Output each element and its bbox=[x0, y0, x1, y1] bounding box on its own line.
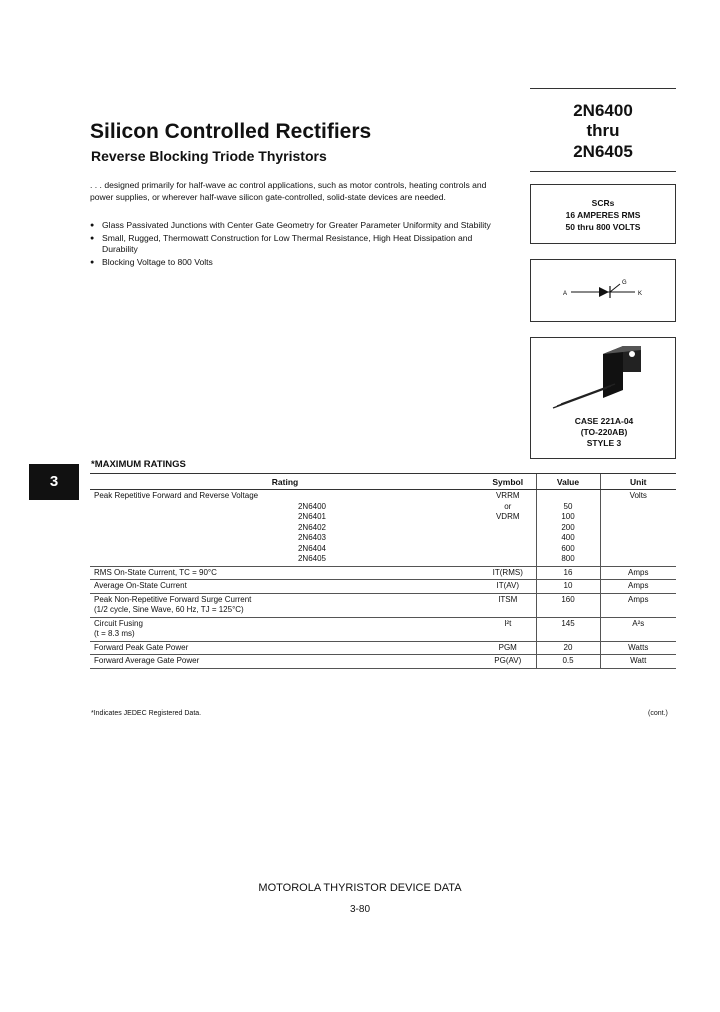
device-2n6405: 2N6405 bbox=[297, 554, 326, 563]
value-cell: 160 bbox=[536, 593, 600, 617]
header-rule-bottom bbox=[530, 171, 676, 172]
to220-package-icon bbox=[531, 338, 675, 414]
jedec-footnote: *Indicates JEDEC Registered Data. bbox=[91, 710, 202, 717]
value-cell: 10 bbox=[536, 580, 600, 594]
voltage-rating-label: Peak Repetitive Forward and Reverse Voltage bbox=[94, 491, 259, 500]
header-symbol: Symbol bbox=[480, 474, 536, 490]
rating-condition: (t = 8.3 ms) bbox=[94, 629, 135, 638]
section-tab: 3 bbox=[29, 464, 79, 500]
voltage-rating-cell bbox=[90, 490, 480, 567]
rating-cell: Average On-State Current bbox=[90, 580, 480, 594]
anode-label: A bbox=[563, 291, 568, 297]
value-cell: 20 bbox=[536, 641, 600, 655]
device-2n6404: 2N6404 bbox=[297, 543, 326, 553]
voltage-symbol-cell bbox=[480, 490, 536, 567]
spec-line-scrs: SCRs bbox=[591, 198, 615, 208]
feature-item: ● Glass Passivated Junctions with Center Gate Geometry for Greater Parameter Uniformity and Stability bbox=[90, 220, 510, 232]
symbol-cell: I²t bbox=[480, 617, 536, 641]
package-case: CASE 221A-04 bbox=[574, 416, 634, 426]
value-2n6403: 400 bbox=[561, 533, 575, 542]
feature-item: ● Small, Rugged, Thermowatt Construction for Low Thermal Resistance, High Heat Dissipation and Durability bbox=[90, 233, 510, 256]
table-row bbox=[90, 655, 676, 669]
ratings-title: *MAXIMUM RATINGS bbox=[91, 459, 186, 470]
symbol-cell: PGM bbox=[480, 641, 536, 655]
voltage-value-cell bbox=[536, 490, 600, 567]
scr-symbol-icon bbox=[531, 260, 675, 321]
page-footer-title: MOTOROLA THYRISTOR DEVICE DATA bbox=[258, 882, 462, 894]
package-caption bbox=[531, 416, 677, 449]
unit-cell: Amps bbox=[600, 566, 676, 580]
header-rating: Rating bbox=[90, 474, 480, 490]
table-row bbox=[90, 490, 676, 567]
spec-line-voltage: 50 thru 800 VOLTS bbox=[565, 222, 641, 232]
table-row bbox=[90, 617, 676, 641]
schematic-symbol-box bbox=[530, 259, 676, 322]
rating-cell bbox=[90, 593, 480, 617]
intro-paragraph: . . . designed primarily for half-wave ac control applications, such as motor controls, heating controls and power supplies, or wherever half-wave silicon gate-controlled, solid-state devices are needed. bbox=[90, 180, 487, 202]
package-style: STYLE 3 bbox=[586, 438, 622, 448]
intro-text bbox=[90, 180, 510, 203]
table-row bbox=[90, 580, 676, 594]
gate-label: G bbox=[622, 280, 627, 286]
page-number: 3-80 bbox=[349, 904, 370, 915]
rating-line: Peak Non-Repetitive Forward Surge Current bbox=[94, 594, 252, 604]
continued-note: (cont.) bbox=[648, 710, 668, 717]
cathode-label: K bbox=[638, 291, 643, 297]
voltage-unit: Volts bbox=[600, 490, 676, 567]
symbol-cell: IT(RMS) bbox=[480, 566, 536, 580]
part-number-from: 2N6400 bbox=[573, 101, 633, 120]
page-subtitle: Reverse Blocking Triode Thyristors bbox=[91, 148, 327, 164]
value-2n6405: 800 bbox=[561, 554, 575, 563]
rating-cell: Forward Peak Gate Power bbox=[90, 641, 480, 655]
symbol-or: or bbox=[504, 501, 512, 511]
header-unit: Unit bbox=[600, 474, 676, 490]
device-2n6401: 2N6401 bbox=[297, 512, 326, 521]
unit-cell: Watts bbox=[600, 641, 676, 655]
unit-cell: Amps bbox=[600, 593, 676, 617]
value-cell: 0.5 bbox=[536, 655, 600, 669]
value-2n6401: 100 bbox=[561, 512, 575, 521]
symbol-vdrm: VDRM bbox=[495, 512, 520, 521]
spec-box bbox=[530, 184, 676, 244]
device-2n6403: 2N6403 bbox=[297, 533, 326, 542]
table-row bbox=[90, 641, 676, 655]
spec-line-current: 16 AMPERES RMS bbox=[565, 210, 641, 220]
package-box bbox=[530, 337, 676, 459]
symbol-cell: IT(AV) bbox=[480, 580, 536, 594]
package-type: (TO-220AB) bbox=[580, 427, 628, 437]
rating-cell bbox=[90, 617, 480, 641]
value-2n6402: 200 bbox=[561, 522, 575, 532]
unit-cell: Amps bbox=[600, 580, 676, 594]
symbol-vrrm: VRRM bbox=[495, 491, 520, 500]
value-cell: 145 bbox=[536, 617, 600, 641]
rating-condition: (1/2 cycle, Sine Wave, 60 Hz, TJ = 125°C) bbox=[94, 605, 244, 614]
rating-cell: Forward Average Gate Power bbox=[90, 655, 480, 669]
table-row bbox=[90, 566, 676, 580]
header-value: Value bbox=[536, 474, 600, 490]
rating-cell: RMS On-State Current, TC = 90°C bbox=[90, 566, 480, 580]
rating-line: Circuit Fusing bbox=[94, 618, 143, 628]
part-number-thru: thru bbox=[586, 121, 620, 140]
feature-item: ● Blocking Voltage to 800 Volts bbox=[90, 257, 510, 269]
symbol-cell: ITSM bbox=[480, 593, 536, 617]
part-number-to: 2N6405 bbox=[573, 142, 633, 161]
device-2n6400: 2N6400 bbox=[297, 501, 326, 511]
value-2n6400: 50 bbox=[563, 501, 573, 511]
ratings-table bbox=[90, 473, 676, 669]
feature-list bbox=[90, 220, 510, 269]
table-header-row bbox=[90, 474, 676, 490]
value-2n6404: 600 bbox=[561, 543, 575, 553]
unit-cell: Watt bbox=[600, 655, 676, 669]
symbol-cell: PG(AV) bbox=[480, 655, 536, 669]
table-row bbox=[90, 593, 676, 617]
unit-cell: A²s bbox=[600, 617, 676, 641]
page-title: Silicon Controlled Rectifiers bbox=[90, 120, 372, 143]
value-cell: 16 bbox=[536, 566, 600, 580]
device-2n6402: 2N6402 bbox=[297, 522, 326, 532]
header-rule-top bbox=[530, 88, 676, 89]
